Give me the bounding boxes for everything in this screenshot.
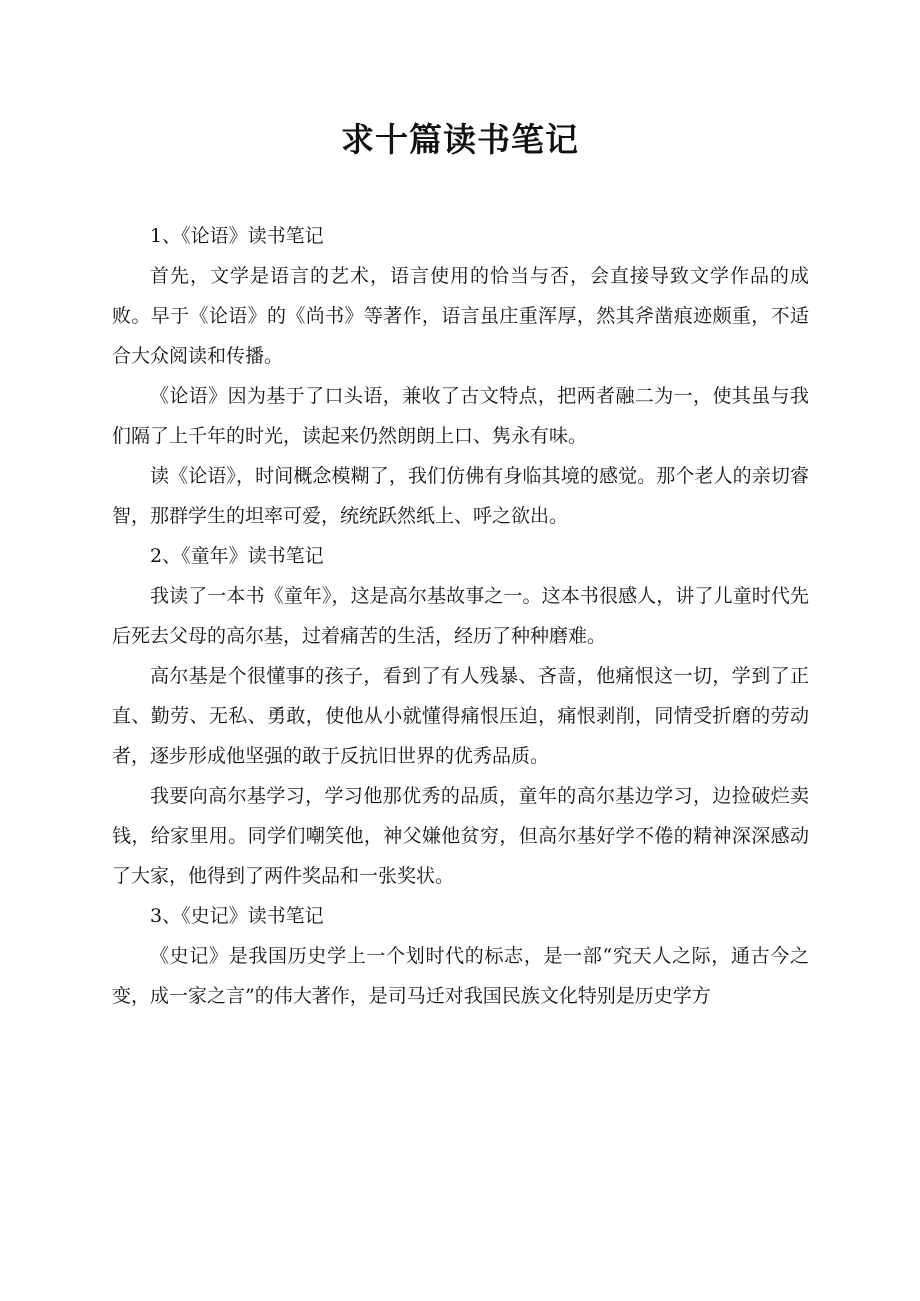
paragraph: 《论语》因为基于了口头语，兼收了古文特点，把两者融二为一，使其虽与我们隔了上千年的时光，读起来仍然朗朗上口、隽永有味。 [112,385,809,447]
paragraph: 读《论语》，时间概念模糊了，我们仿佛有身临其境的感觉。那个老人的亲切睿智，那群学生的坦率可爱，统统跃然纸上、呼之欲出。 [112,465,809,527]
paragraph: 我读了一本书《童年》，这是高尔基故事之一。这本书很感人，讲了儿童时代先后死去父母的高尔基，过着痛苦的生活，经历了种种磨难。 [112,585,809,647]
paragraph: 高尔基是个很懂事的孩子，看到了有人残暴、吝啬，他痛恨这一切，学到了正直、勤劳、无私、勇敢，使他从小就懂得痛恨压迫，痛恨剥削，同情受折磨的劳动者，逐步形成他坚强的敢于反抗旧世界的优秀品质。 [112,665,809,767]
section-heading-shiji: 3、《史记》读书笔记 [150,905,324,927]
section-heading-lunyu: 1、《论语》读书笔记 [150,225,324,247]
document-body [112,216,809,1016]
paragraph: 首先，文学是语言的艺术，语言使用的恰当与否，会直接导致文学作品的成败。早于《论语》的《尚书》等著作，语言虽庄重浑厚，然其斧凿痕迹颇重，不适合大众阅读和传播。 [112,265,809,367]
section-heading-tongnian: 2、《童年》读书笔记 [150,545,324,567]
page-title: 求十篇读书笔记 [341,120,579,159]
paragraph: 《史记》是我国历史学上一个划时代的标志，是一部“究天人之际，通古今之变，成一家之言”的伟大著作，是司马迁对我国民族文化特别是历史学方 [112,945,809,1007]
paragraph: 我要向高尔基学习，学习他那优秀的品质，童年的高尔基边学习，边捡破烂卖钱，给家里用。同学们嘲笑他，神父嫌他贫穷，但高尔基好学不倦的精神深深感动了大家，他得到了两件奖品和一张奖状。 [112,785,809,887]
